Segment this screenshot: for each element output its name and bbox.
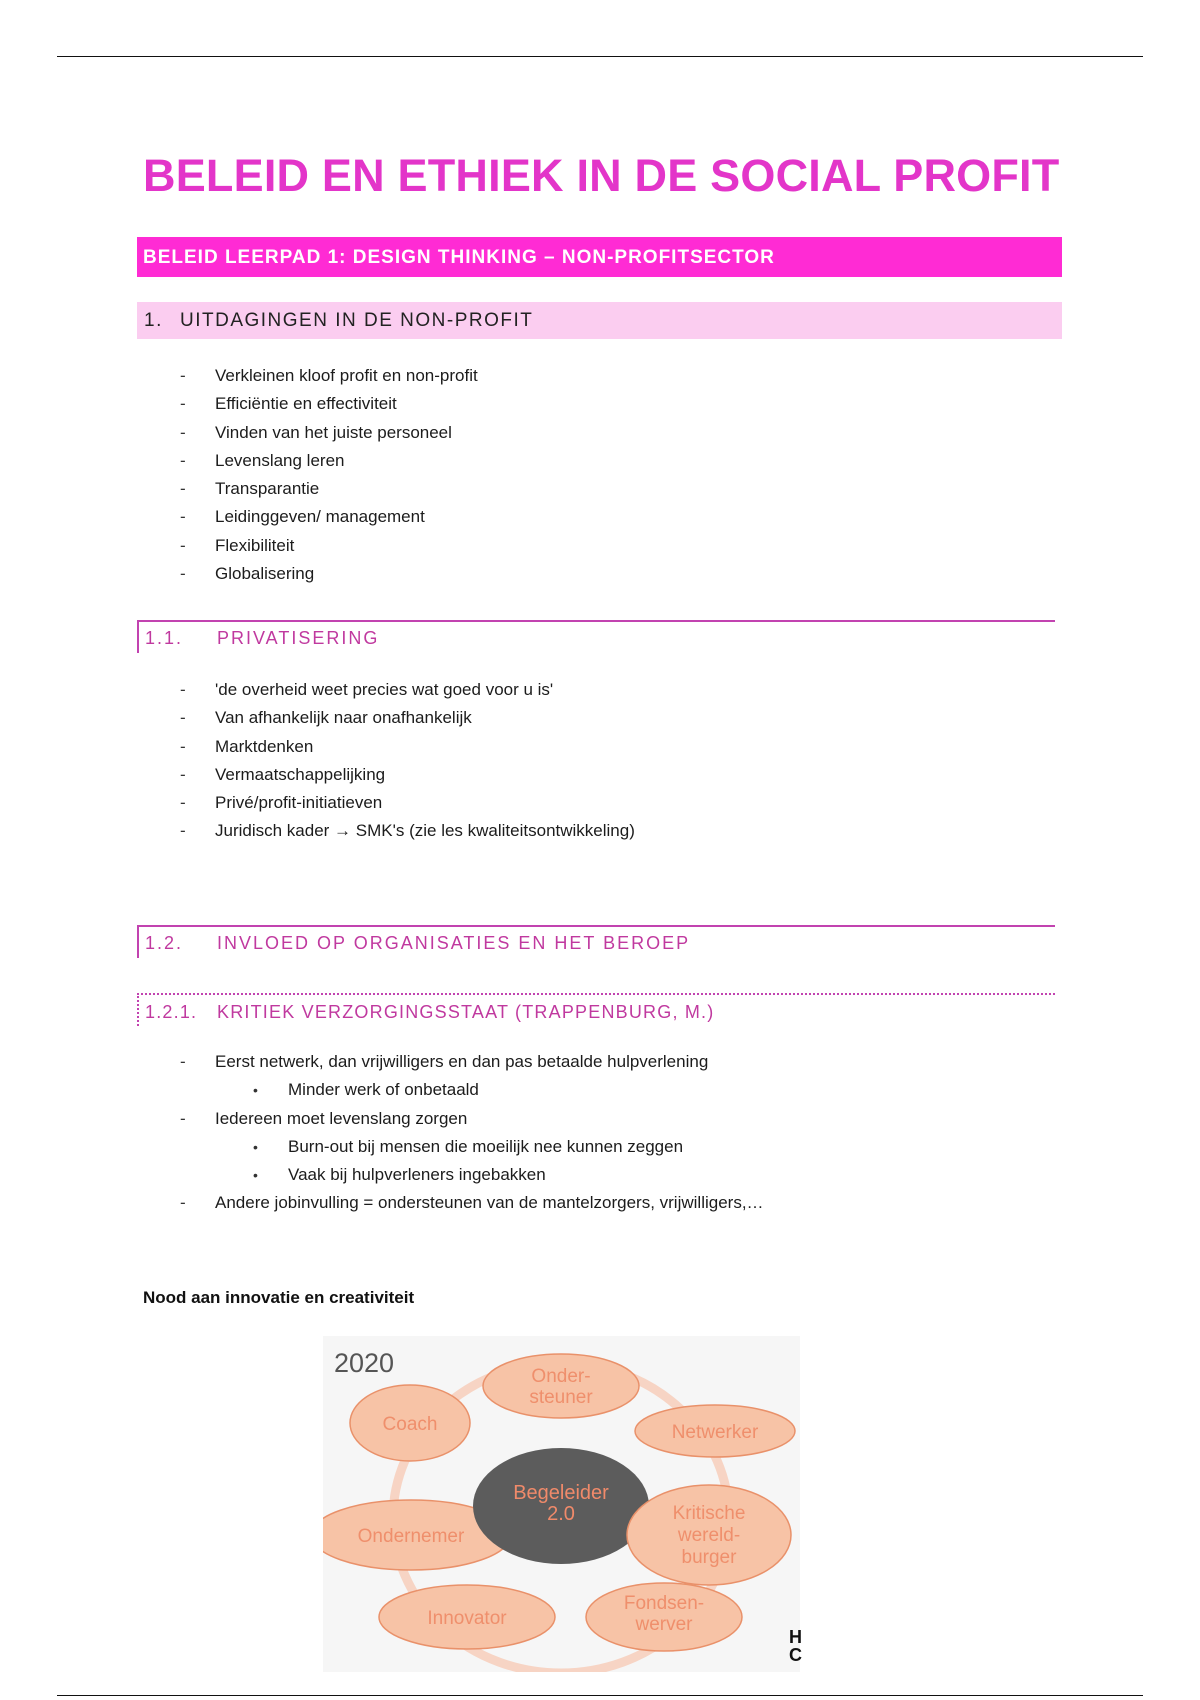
- innovation-note: Nood aan innovatie en creativiteit: [143, 1288, 415, 1307]
- list-item: - Privé/profit-initiatieven: [180, 789, 635, 817]
- criticism-list: [180, 1048, 764, 1218]
- dash-marker: -: [180, 764, 186, 784]
- section-1-2-title: INVLOED OP ORGANISATIES EN HET BEROEP: [217, 933, 691, 953]
- svg-text:Begeleider: Begeleider: [513, 1482, 609, 1504]
- role-bubble-netwerker: [635, 1405, 795, 1457]
- dash-marker: -: [180, 821, 186, 841]
- dash-marker: -: [180, 450, 186, 470]
- section-1-2-heading: [137, 925, 1055, 958]
- dash-marker: -: [180, 479, 186, 499]
- bullet-marker: •: [253, 1138, 258, 1155]
- list-item: - Iedereen moet levenslang zorgen: [180, 1105, 764, 1133]
- list-item: - Levenslang leren: [180, 447, 478, 475]
- list-item: - Van afhankelijk naar onafhankelijk: [180, 704, 635, 732]
- section-1-2-1-number: 1.2.1.: [145, 1002, 198, 1022]
- bullet-marker: •: [253, 1082, 258, 1099]
- list-item: - Vermaatschappelijking: [180, 761, 635, 789]
- list-item: - Efficiëntie en effectiviteit: [180, 390, 478, 418]
- svg-text:2.0: 2.0: [547, 1503, 575, 1525]
- challenges-list: [180, 362, 478, 588]
- section-1-title: UITDAGINGEN IN DE NON-PROFIT: [180, 310, 534, 331]
- svg-text:Kritische: Kritische: [672, 1503, 746, 1524]
- list-item: - Andere jobinvulling = ondersteunen van de mantelzorgers, vrijwilligers,…: [180, 1189, 764, 1217]
- list-item: - Globalisering: [180, 560, 478, 588]
- svg-text:wereld-: wereld-: [677, 1525, 741, 1546]
- list-item: - Flexibiliteit: [180, 532, 478, 560]
- section-1-heading: [137, 302, 1062, 339]
- list-item: - 'de overheid weet precies wat goed voor u is': [180, 676, 635, 704]
- dash-marker: -: [180, 1108, 186, 1128]
- role-bubble-ondersteuner: [483, 1354, 639, 1418]
- learning-path-heading: BELEID LEERPAD 1: DESIGN THINKING – NON-PROFITSECTOR: [137, 237, 1062, 277]
- dash-marker: -: [180, 394, 186, 414]
- top-rule: [57, 56, 1143, 57]
- roles-diagram: [323, 1336, 800, 1672]
- role-bubble-coach: [350, 1385, 470, 1461]
- role-bubble-kritische-wereldburger: [627, 1485, 791, 1585]
- svg-text:steuner: steuner: [529, 1387, 593, 1408]
- section-1-2-1-heading: [137, 993, 1055, 1026]
- diagram-year: 2020: [334, 1348, 395, 1378]
- dash-marker: -: [180, 680, 186, 699]
- role-bubble-fondsenwerver: [586, 1583, 742, 1651]
- section-1-1-title: PRIVATISERING: [217, 628, 380, 648]
- svg-text:Fondsen-: Fondsen-: [623, 1593, 705, 1614]
- svg-text:werver: werver: [635, 1614, 693, 1635]
- corner-logo-mark: H C: [789, 1627, 802, 1665]
- dash-marker: -: [180, 366, 186, 385]
- dash-marker: -: [180, 564, 186, 584]
- dash-marker: -: [180, 793, 186, 813]
- section-1-2-1-title: KRITIEK VERZORGINGSSTAAT (TRAPPENBURG, M.): [217, 1002, 715, 1022]
- svg-text:Ondernemer: Ondernemer: [357, 1526, 465, 1547]
- section-1-1-number: 1.1.: [145, 628, 184, 648]
- sub-list-item: • Burn-out bij mensen die moeilijk nee kunnen zeggen: [180, 1133, 764, 1161]
- list-item: - Leidinggeven/ management: [180, 503, 478, 531]
- roles-diagram-svg: [323, 1336, 800, 1672]
- bottom-rule: [57, 1695, 1143, 1696]
- sub-list-item: • Vaak bij hulpverleners ingebakken: [180, 1161, 764, 1189]
- dash-marker: -: [180, 422, 186, 442]
- document-title: BELEID EN ETHIEK IN DE SOCIAL PROFIT: [143, 150, 1060, 201]
- list-item: - Transparantie: [180, 475, 478, 503]
- dash-marker: -: [180, 507, 186, 527]
- section-1-2-number: 1.2.: [145, 933, 184, 953]
- dash-marker: -: [180, 535, 186, 555]
- dash-marker: -: [180, 1193, 186, 1213]
- svg-text:Innovator: Innovator: [427, 1608, 507, 1629]
- section-1-1-heading: [137, 620, 1055, 653]
- svg-text:Onder-: Onder-: [531, 1366, 591, 1387]
- center-bubble-begeleider: [473, 1448, 649, 1564]
- sub-list-item: • Minder werk of onbetaald: [180, 1076, 764, 1104]
- dash-marker: -: [180, 736, 186, 756]
- svg-text:Netwerker: Netwerker: [671, 1422, 759, 1443]
- svg-text:burger: burger: [681, 1547, 737, 1568]
- role-bubble-innovator: [379, 1585, 555, 1649]
- dash-marker: -: [180, 1052, 186, 1071]
- list-item: - Juridisch kader → SMK's (zie les kwaliteitsontwikkeling): [180, 817, 635, 845]
- list-item: - Verkleinen kloof profit en non-profit: [180, 362, 478, 390]
- list-item: - Eerst netwerk, dan vrijwilligers en dan pas betaalde hulpverlening: [180, 1048, 764, 1076]
- dash-marker: -: [180, 708, 186, 728]
- list-item: - Marktdenken: [180, 733, 635, 761]
- bullet-marker: •: [253, 1167, 258, 1184]
- list-item: - Vinden van het juiste personeel: [180, 419, 478, 447]
- privatisation-list: [180, 676, 635, 846]
- section-1-number: 1.: [144, 310, 163, 331]
- svg-text:Coach: Coach: [382, 1414, 438, 1435]
